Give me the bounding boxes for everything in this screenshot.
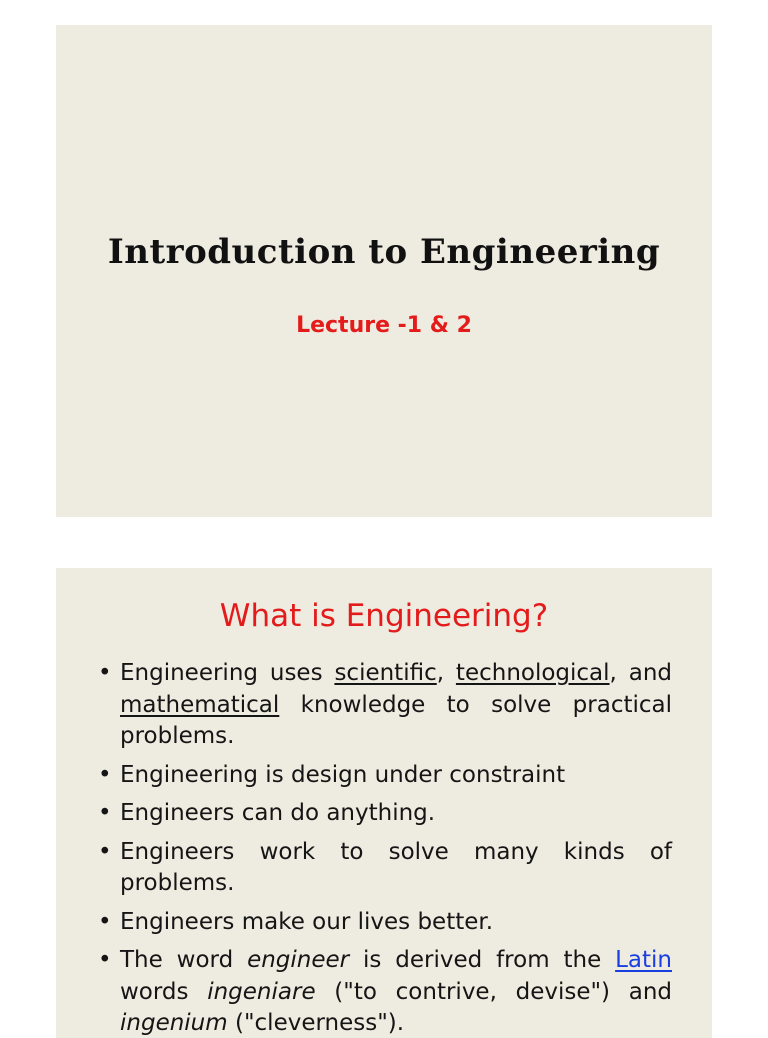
slide-title: Introduction to Engineering — [107, 232, 661, 272]
bullet-item: • Engineers can do anything. — [98, 798, 672, 830]
term-ingeniare: ingeniare — [207, 978, 316, 1005]
bullet-item: • Engineers work to solve many kinds of problems. — [98, 837, 672, 900]
bullet-item — [98, 658, 672, 753]
title-slide — [56, 25, 712, 517]
bullet-text: , and — [609, 660, 672, 686]
bullet-text: The word — [120, 947, 248, 973]
bullet-item — [98, 945, 672, 1038]
bullet-text: Engineering uses — [120, 660, 335, 686]
bullet-text: is derived from the — [349, 947, 616, 973]
bullet-text: words — [120, 978, 208, 1005]
term-ingenium: ingenium — [120, 1010, 228, 1036]
latin-link[interactable]: Latin — [615, 947, 672, 973]
term-scientific: scientific — [334, 660, 437, 686]
term-engineer: engineer — [247, 947, 350, 973]
bullet-text: knowledge to solve practical problems. — [120, 691, 672, 749]
bullet-text: , — [436, 660, 456, 686]
bullet-item: • Engineering is design under constraint — [98, 760, 672, 792]
bullet-text: ("cleverness"). — [227, 1010, 405, 1036]
slide-heading: What is Engineering? — [219, 598, 549, 634]
slide-subtitle: Lecture -1 & 2 — [296, 313, 472, 338]
bullet-text: ("to contrive, devise") and — [315, 978, 672, 1005]
term-mathematical: mathematical — [120, 691, 280, 718]
content-slide — [56, 568, 712, 1038]
bullet-list — [98, 658, 672, 1038]
term-technological: technological — [455, 660, 610, 686]
bullet-item: • Engineers make our lives better. — [98, 907, 672, 939]
